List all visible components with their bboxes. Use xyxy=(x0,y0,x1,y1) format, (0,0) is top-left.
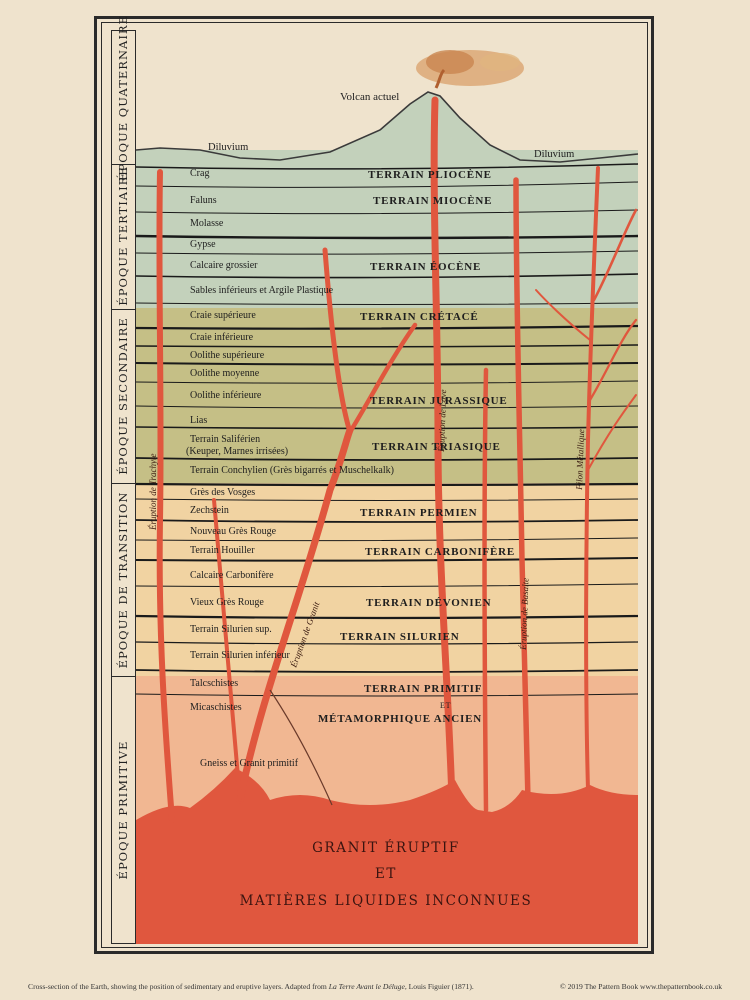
terrain-label: TERRAIN MIOCÈNE xyxy=(373,195,493,207)
epoch-quaternaire: ÉPOQUE QUATERNAIRE xyxy=(116,15,130,181)
layer-label: Micaschistes xyxy=(190,702,242,713)
layer-label: Oolithe moyenne xyxy=(190,368,260,379)
eruption-label: Éruption de Trachyte xyxy=(148,453,158,530)
layer-label: Zechstein xyxy=(190,505,229,516)
layer-label: Molasse xyxy=(190,218,224,229)
terrain-label: TERRAIN CARBONIFÈRE xyxy=(365,546,515,558)
epoch-primitive: ÉPOQUE PRIMITIVE xyxy=(116,740,130,880)
layer-label: Craie supérieure xyxy=(190,310,256,321)
layer-label: Calcaire grossier xyxy=(190,260,258,271)
layer-label: Oolithe supérieure xyxy=(190,350,265,361)
eruption-label: Éruption de Lave xyxy=(436,389,449,453)
layer-label: Craie inférieure xyxy=(190,332,254,343)
terrain-et-label: ET xyxy=(440,701,452,710)
base-label-line3: MATIÈRES LIQUIDES INCONNUES xyxy=(239,893,533,909)
layer-label: Faluns xyxy=(190,195,217,206)
terrain-label: TERRAIN TRIASIQUE xyxy=(372,441,501,453)
stratum-line xyxy=(136,484,638,485)
layer-label: Sables inférieurs et Argile Plastique xyxy=(190,285,334,296)
epoch-secondaire: ÉPOQUE SECONDAIRE xyxy=(116,317,130,475)
caption-left: Cross-section of the Earth, showing the position of sedimentary and eruptive layers. Adapted from La Terre Avant le Déluge, Louis Figuier (1871). xyxy=(28,982,474,991)
eruption-label: Éruption de Granit xyxy=(288,600,322,669)
terrain-label: TERRAIN CRÉTACÉ xyxy=(360,311,479,323)
layer-label: Lias xyxy=(190,415,208,426)
terrain-label: TERRAIN ÉOCÈNE xyxy=(370,261,482,273)
layer-label: Terrain Silurien inférieur xyxy=(190,650,290,661)
layer-label: Gypse xyxy=(190,239,216,250)
terrain-label: TERRAIN SILURIEN xyxy=(340,631,460,643)
diluvium-left-label: Diluvium xyxy=(208,142,249,153)
layer-label: Terrain Saliférien xyxy=(190,434,261,445)
layer-label: Gneiss et Granit primitif xyxy=(200,758,299,769)
terrain-label: TERRAIN PLIOCÈNE xyxy=(368,169,492,181)
layer-label: Vieux Grès Rouge xyxy=(190,597,264,608)
epoch-transition: ÉPOQUE DE TRANSITION xyxy=(116,491,130,669)
terrain-label: TERRAIN PERMIEN xyxy=(360,507,478,519)
terrain-label: MÉTAMORPHIQUE ANCIEN xyxy=(318,713,482,725)
layer-label: Terrain Houiller xyxy=(190,545,255,556)
layer-label: Calcaire Carbonifère xyxy=(190,570,274,581)
layer-label: Oolithe inférieure xyxy=(190,390,262,401)
terrain-label: TERRAIN PRIMITIF xyxy=(364,683,483,695)
diluvium-right-label: Diluvium xyxy=(534,149,575,160)
terrain-label: TERRAIN DÉVONIEN xyxy=(366,597,492,609)
layer-label: (Keuper, Marnes irrisées) xyxy=(186,446,289,457)
caption-right: © 2019 The Pattern Book www.thepatternbook.co.uk xyxy=(559,982,722,991)
layer-label: Talcschistes xyxy=(190,678,239,689)
base-label-line1: GRANIT ÉRUPTIF xyxy=(312,840,460,856)
layer-label: Nouveau Grès Rouge xyxy=(190,526,277,537)
terrain-label: TERRAIN JURASSIQUE xyxy=(370,395,508,407)
eruption-label: Filon Métallique xyxy=(574,429,587,491)
volcano-label: Volcan actuel xyxy=(340,91,400,103)
epoch-tertiaire: ÉPOQUE TERTIAIRE xyxy=(116,166,130,306)
volcano-smoke xyxy=(416,50,524,88)
layer-label: Grès des Vosges xyxy=(190,487,256,498)
eruption-label: Éruption de Basalte xyxy=(518,577,531,651)
layer-label: Terrain Conchylien (Grès bigarrés et Muschelkalk) xyxy=(190,465,394,476)
base-label-line2: ET xyxy=(374,866,398,882)
layer-label: Terrain Silurien sup. xyxy=(190,624,272,635)
eruption-basalte-a xyxy=(485,370,487,810)
layer-label: Crag xyxy=(190,168,210,179)
